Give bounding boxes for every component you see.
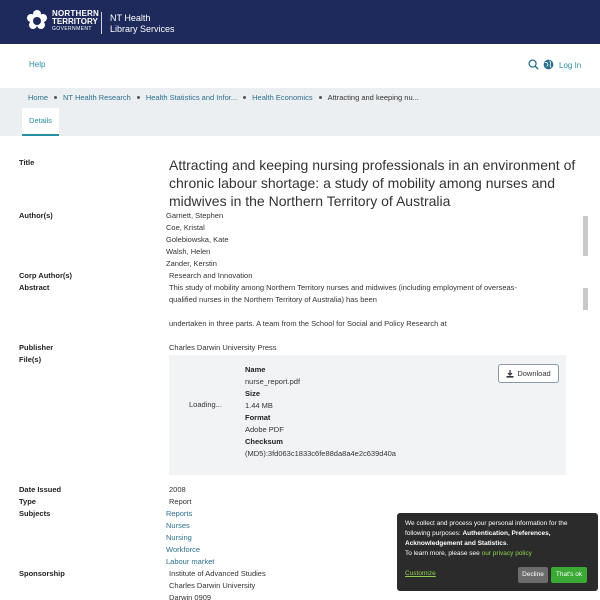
- download-icon: [506, 370, 514, 378]
- library-name-line1: NT Health: [110, 13, 151, 23]
- type-value: Report: [169, 497, 192, 506]
- breadcrumb-nt-health-research[interactable]: NT Health Research: [63, 93, 131, 102]
- logo-text-line1: NORTHERN: [52, 9, 99, 18]
- cookie-decline-button[interactable]: Decline: [518, 567, 548, 583]
- files-label: File(s): [19, 355, 42, 364]
- subject-link[interactable]: Nursing: [166, 533, 192, 542]
- nt-government-logo[interactable]: [26, 10, 99, 32]
- abstract-line: This study of mobility among Northern Territory nurses and midwives (including employment of overseas-: [169, 283, 517, 292]
- item-title: Attracting and keeping nursing professionals in an environment of chronic labour shortage: a study of mobility among nurses and midwives in the Northern Territory of Australia: [169, 157, 576, 209]
- corp-author-value: Research and Innovation: [169, 271, 253, 280]
- file-checksum-value: (MD5):3fd063c1833c6fe88da8a4e2c639d40a: [245, 449, 396, 458]
- sponsorship-item: Institute of Advanced Studies: [169, 569, 266, 578]
- abstract-text: [169, 282, 584, 340]
- subjects-list: [166, 508, 386, 568]
- breadcrumb-current: Attracting and keeping nu...: [327, 93, 419, 102]
- breadcrumb-separator: [243, 96, 246, 99]
- author-item[interactable]: Coe, Kristal: [166, 223, 205, 232]
- cookie-accept-button[interactable]: That's ok: [551, 567, 587, 583]
- sponsorship-item: Charles Darwin University: [169, 581, 256, 590]
- file-name-key: Name: [245, 365, 266, 374]
- subjects-label: Subjects: [19, 509, 51, 518]
- logo-divider: [101, 12, 102, 34]
- title-label: Title: [19, 158, 35, 167]
- author-item[interactable]: Zander, Kerstin: [166, 259, 217, 268]
- cookie-learn-more: [405, 549, 590, 559]
- file-name-value: nurse_report.pdf: [245, 377, 301, 386]
- library-name[interactable]: [110, 13, 175, 35]
- subject-link[interactable]: Nurses: [166, 521, 190, 530]
- nav-bar: [0, 44, 600, 88]
- cookie-text: We collect and process your personal information for the following purposes:: [405, 520, 568, 537]
- cookie-text-end: .: [506, 540, 509, 547]
- file-checksum-key: Checksum: [245, 437, 283, 446]
- breadcrumb: [28, 93, 419, 102]
- breadcrumb-separator: [319, 96, 322, 99]
- date-issued-label: Date Issued: [19, 485, 62, 494]
- sponsorship-item: Darwin 0909: [169, 593, 212, 600]
- publisher-value: Charles Darwin University Press: [169, 343, 277, 352]
- file-thumbnail-loading: Loading...: [189, 400, 222, 409]
- cookie-consent-banner: [397, 513, 598, 591]
- flower-logo-icon: [26, 10, 48, 32]
- file-size-value: 1.44 MB: [245, 401, 273, 410]
- sponsorship-list: [169, 568, 389, 600]
- library-name-line2: Library Services: [110, 24, 175, 34]
- tab-details[interactable]: Details: [22, 108, 59, 136]
- type-label: Type: [19, 497, 36, 506]
- sponsorship-label: Sponsorship: [19, 569, 65, 578]
- file-format-key: Format: [245, 413, 271, 422]
- privacy-policy-link[interactable]: our privacy policy: [481, 550, 532, 557]
- abstract-label: Abstract: [19, 283, 50, 292]
- subject-link[interactable]: Labour market: [166, 557, 215, 566]
- authors-scrollbar[interactable]: [583, 210, 588, 268]
- author-item[interactable]: Golebiowska, Kate: [166, 235, 229, 244]
- breadcrumb-home[interactable]: Home: [28, 93, 49, 102]
- download-label: Download: [517, 369, 551, 378]
- author-item[interactable]: Garnett, Stephen: [166, 211, 224, 220]
- authors-label: Author(s): [19, 211, 53, 220]
- abstract-scrollbar[interactable]: [583, 282, 588, 340]
- subject-link[interactable]: Workforce: [166, 545, 201, 554]
- cookie-purposes: Authentication, Preferences, Acknowledgement and Statistics: [405, 530, 551, 547]
- search-icon[interactable]: [528, 59, 539, 70]
- date-issued-value: 2008: [169, 485, 186, 494]
- file-format-value: Adobe PDF: [245, 425, 284, 434]
- author-item[interactable]: Walsh, Helen: [166, 247, 211, 256]
- corp-author-label: Corp Author(s): [19, 271, 73, 280]
- cookie-learn-text: To learn more, please see: [405, 550, 482, 557]
- file-size-key: Size: [245, 389, 261, 398]
- language-globe-icon[interactable]: [543, 59, 554, 70]
- abstract-line: undertaken in three parts. A team from the School for Social and Policy Research at: [169, 319, 447, 328]
- help-link[interactable]: Help: [29, 60, 46, 69]
- login-link[interactable]: Log In: [559, 61, 582, 70]
- breadcrumb-health-statistics[interactable]: Health Statistics and Infor...: [145, 93, 238, 102]
- download-button[interactable]: [498, 364, 559, 383]
- cookie-customize-link[interactable]: Customize: [405, 570, 436, 577]
- subject-link[interactable]: Reports: [166, 509, 193, 518]
- abstract-line: qualified nurses in the Northern Territory of Australia) has been: [169, 295, 377, 304]
- authors-list: [166, 210, 581, 268]
- breadcrumb-separator: [137, 96, 140, 99]
- breadcrumb-separator: [54, 96, 57, 99]
- site-header: [0, 0, 600, 44]
- publisher-label: Publisher: [19, 343, 54, 352]
- breadcrumb-health-economics[interactable]: Health Economics: [252, 93, 313, 102]
- logo-text-line2: TERRITORY: [52, 17, 98, 26]
- logo-text-line3: GOVERNMENT: [52, 26, 92, 32]
- cookie-message: [405, 519, 590, 549]
